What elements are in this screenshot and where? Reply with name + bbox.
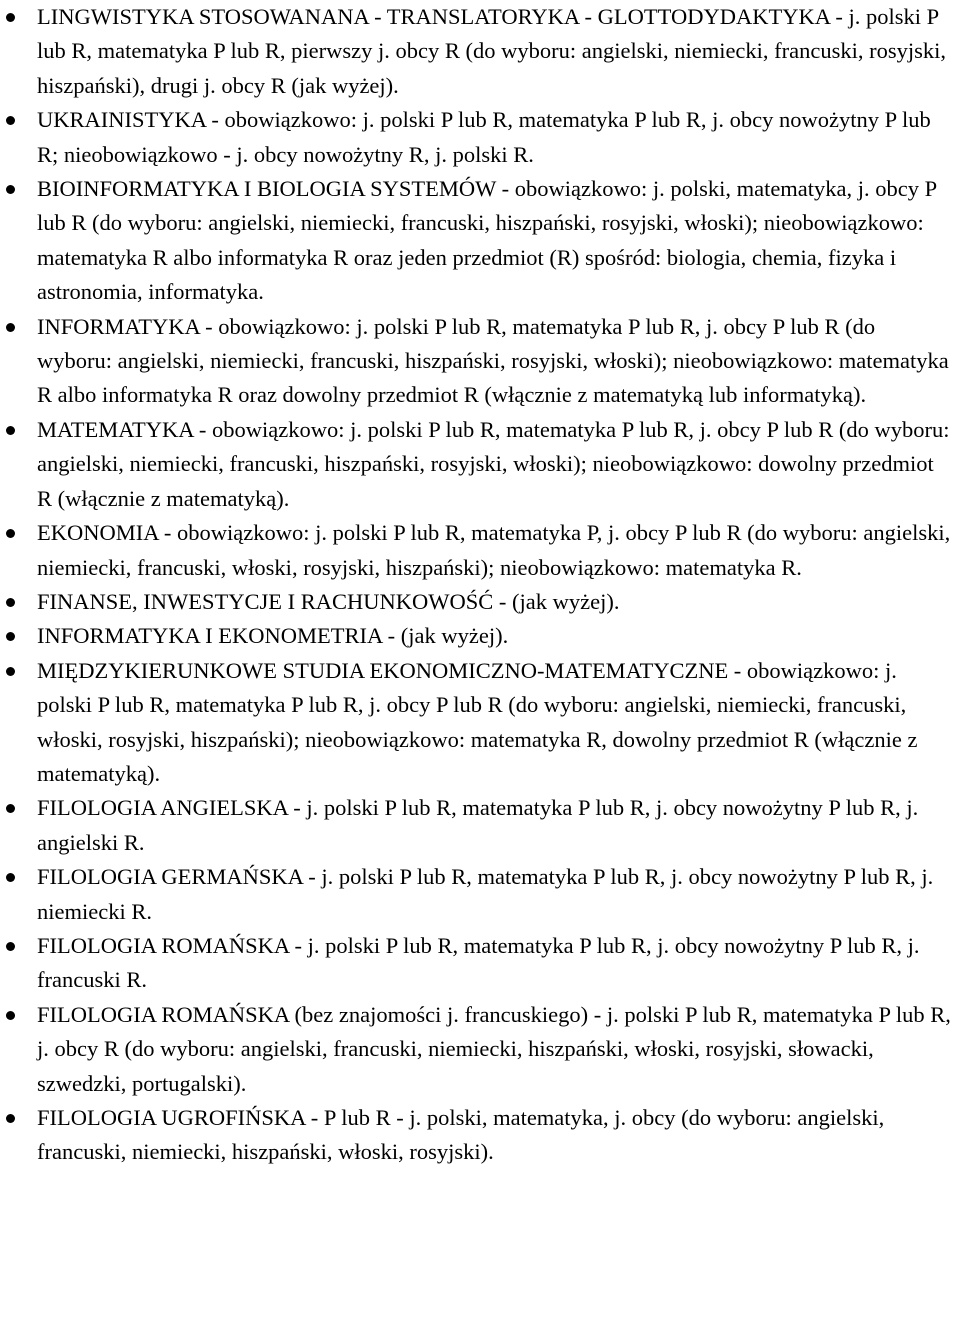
list-item — [0, 0, 960, 103]
list-item — [0, 1101, 960, 1170]
list-item — [0, 172, 960, 310]
list-item — [0, 413, 960, 516]
list-item-text: EKONOMIA - obowiązkowo: j. polski P lub R, matematyka P, j. obcy P lub R (do wyboru: angielski, niemiecki, francuski, włoski, rosyjski, hiszpański); nieobowiązkowo: matematyka R. — [37, 520, 951, 580]
list-item — [0, 998, 960, 1101]
bullet-icon — [6, 804, 15, 813]
bullet-icon — [6, 667, 15, 676]
bullet-icon — [6, 323, 15, 332]
list-item-text: FILOLOGIA ROMAŃSKA - j. polski P lub R, matematyka P lub R, j. obcy nowożytny P lub R, j. francuski R. — [37, 932, 920, 993]
list-item-text: BIOINFORMATYKA I BIOLOGIA SYSTEMÓW - obowiązkowo: j. polski, matematyka, j. obcy P lub R (do wyboru: angielski, niemiecki, francuski, hiszpański, rosyjski, włoski); nieobowiązkowo: matematyka R albo informatyka R oraz jeden przedmiot (R) spośród: biologia, chemia, fizyka i astronomia, informatyka. — [37, 176, 937, 305]
bullet-icon — [6, 632, 15, 641]
list-item-text: LINGWISTYKA STOSOWANANA - TRANSLATORYKA - GLOTTODYDAKTYKA - j. polski P lub R, matematyka P lub R, pierwszy j. obcy R (do wyboru: angielski, niemiecki, francuski, rosyjski, hiszpański), drugi j. obcy R (jak wyżej). — [37, 4, 947, 98]
list-item — [0, 619, 960, 653]
bullet-icon — [6, 185, 15, 194]
list-item-text: FINANSE, INWESTYCJE I RACHUNKOWOŚĆ - (jak wyżej). — [37, 588, 620, 614]
list-item-text: FILOLOGIA GERMAŃSKA - j. polski P lub R, matematyka P lub R, j. obcy nowożytny P lub R, j. niemiecki R. — [37, 864, 934, 924]
bullet-icon — [6, 1011, 15, 1020]
list-item-text: INFORMATYKA - obowiązkowo: j. polski P lub R, matematyka P lub R, j. obcy P lub R (do wyboru: angielski, niemiecki, francuski, hiszpański, rosyjski, włoski); nieobowiązkowo: matematyka R albo informatyka R oraz dowolny przedmiot R (włącznie z matematyką lub informatyką). — [37, 313, 949, 408]
bullet-icon — [6, 529, 15, 538]
list-item-text: MATEMATYKA - obowiązkowo: j. polski P lub R, matematyka P lub R, j. obcy P lub R (do wyboru: angielski, niemiecki, francuski, hiszpański, rosyjski, włoski); nieobowiązkowo: dowolny przedmiot R (włącznie z matematyką). — [37, 416, 950, 511]
list-item — [0, 929, 960, 998]
bullet-icon — [6, 13, 15, 22]
list-item — [0, 585, 960, 619]
list-item-text: MIĘDZYKIERUNKOWE STUDIA EKONOMICZNO-MATEMATYCZNE - obowiązkowo: j. polski P lub R, matematyka P lub R, j. obcy P lub R (do wyboru: angielski, niemiecki, francuski, włoski, rosyjski, hiszpański); nieobowiązkowo: matematyka R, dowolny przedmiot R (włącznie z matematyką). — [37, 657, 918, 786]
bullet-icon — [6, 873, 15, 882]
bullet-icon — [6, 942, 15, 951]
list-item — [0, 791, 960, 860]
bullet-icon — [6, 598, 15, 607]
list-item-text: FILOLOGIA ROMAŃSKA (bez znajomości j. francuskiego) - j. polski P lub R, matematyka P lub R, j. obcy R (do wyboru: angielski, francuski, niemiecki, hiszpański, włoski, rosyjski, słowacki, szwedzki, portugalski). — [37, 1001, 951, 1096]
list-item-text: FILOLOGIA ANGIELSKA - j. polski P lub R, matematyka P lub R, j. obcy nowożytny P lub R, j. angielski R. — [37, 795, 919, 855]
list-item-text: INFORMATYKA I EKONOMETRIA - (jak wyżej). — [37, 623, 509, 649]
list-item — [0, 103, 960, 172]
bullet-icon — [6, 426, 15, 435]
list-item-text: UKRAINISTYKA - obowiązkowo: j. polski P lub R, matematyka P lub R, j. obcy nowożytny P lub R; nieobowiązkowo - j. obcy nowożytny R, j. polski R. — [37, 107, 931, 167]
list-item — [0, 860, 960, 929]
list-item — [0, 310, 960, 413]
list-item — [0, 654, 960, 792]
list-item-text: FILOLOGIA UGROFIŃSKA - P lub R - j. polski, matematyka, j. obcy (do wyboru: angielski, francuski, niemiecki, hiszpański, włoski, rosyjski). — [37, 1105, 885, 1165]
bullet-icon — [6, 1114, 15, 1123]
bullet-icon — [6, 116, 15, 125]
list-item — [0, 516, 960, 585]
